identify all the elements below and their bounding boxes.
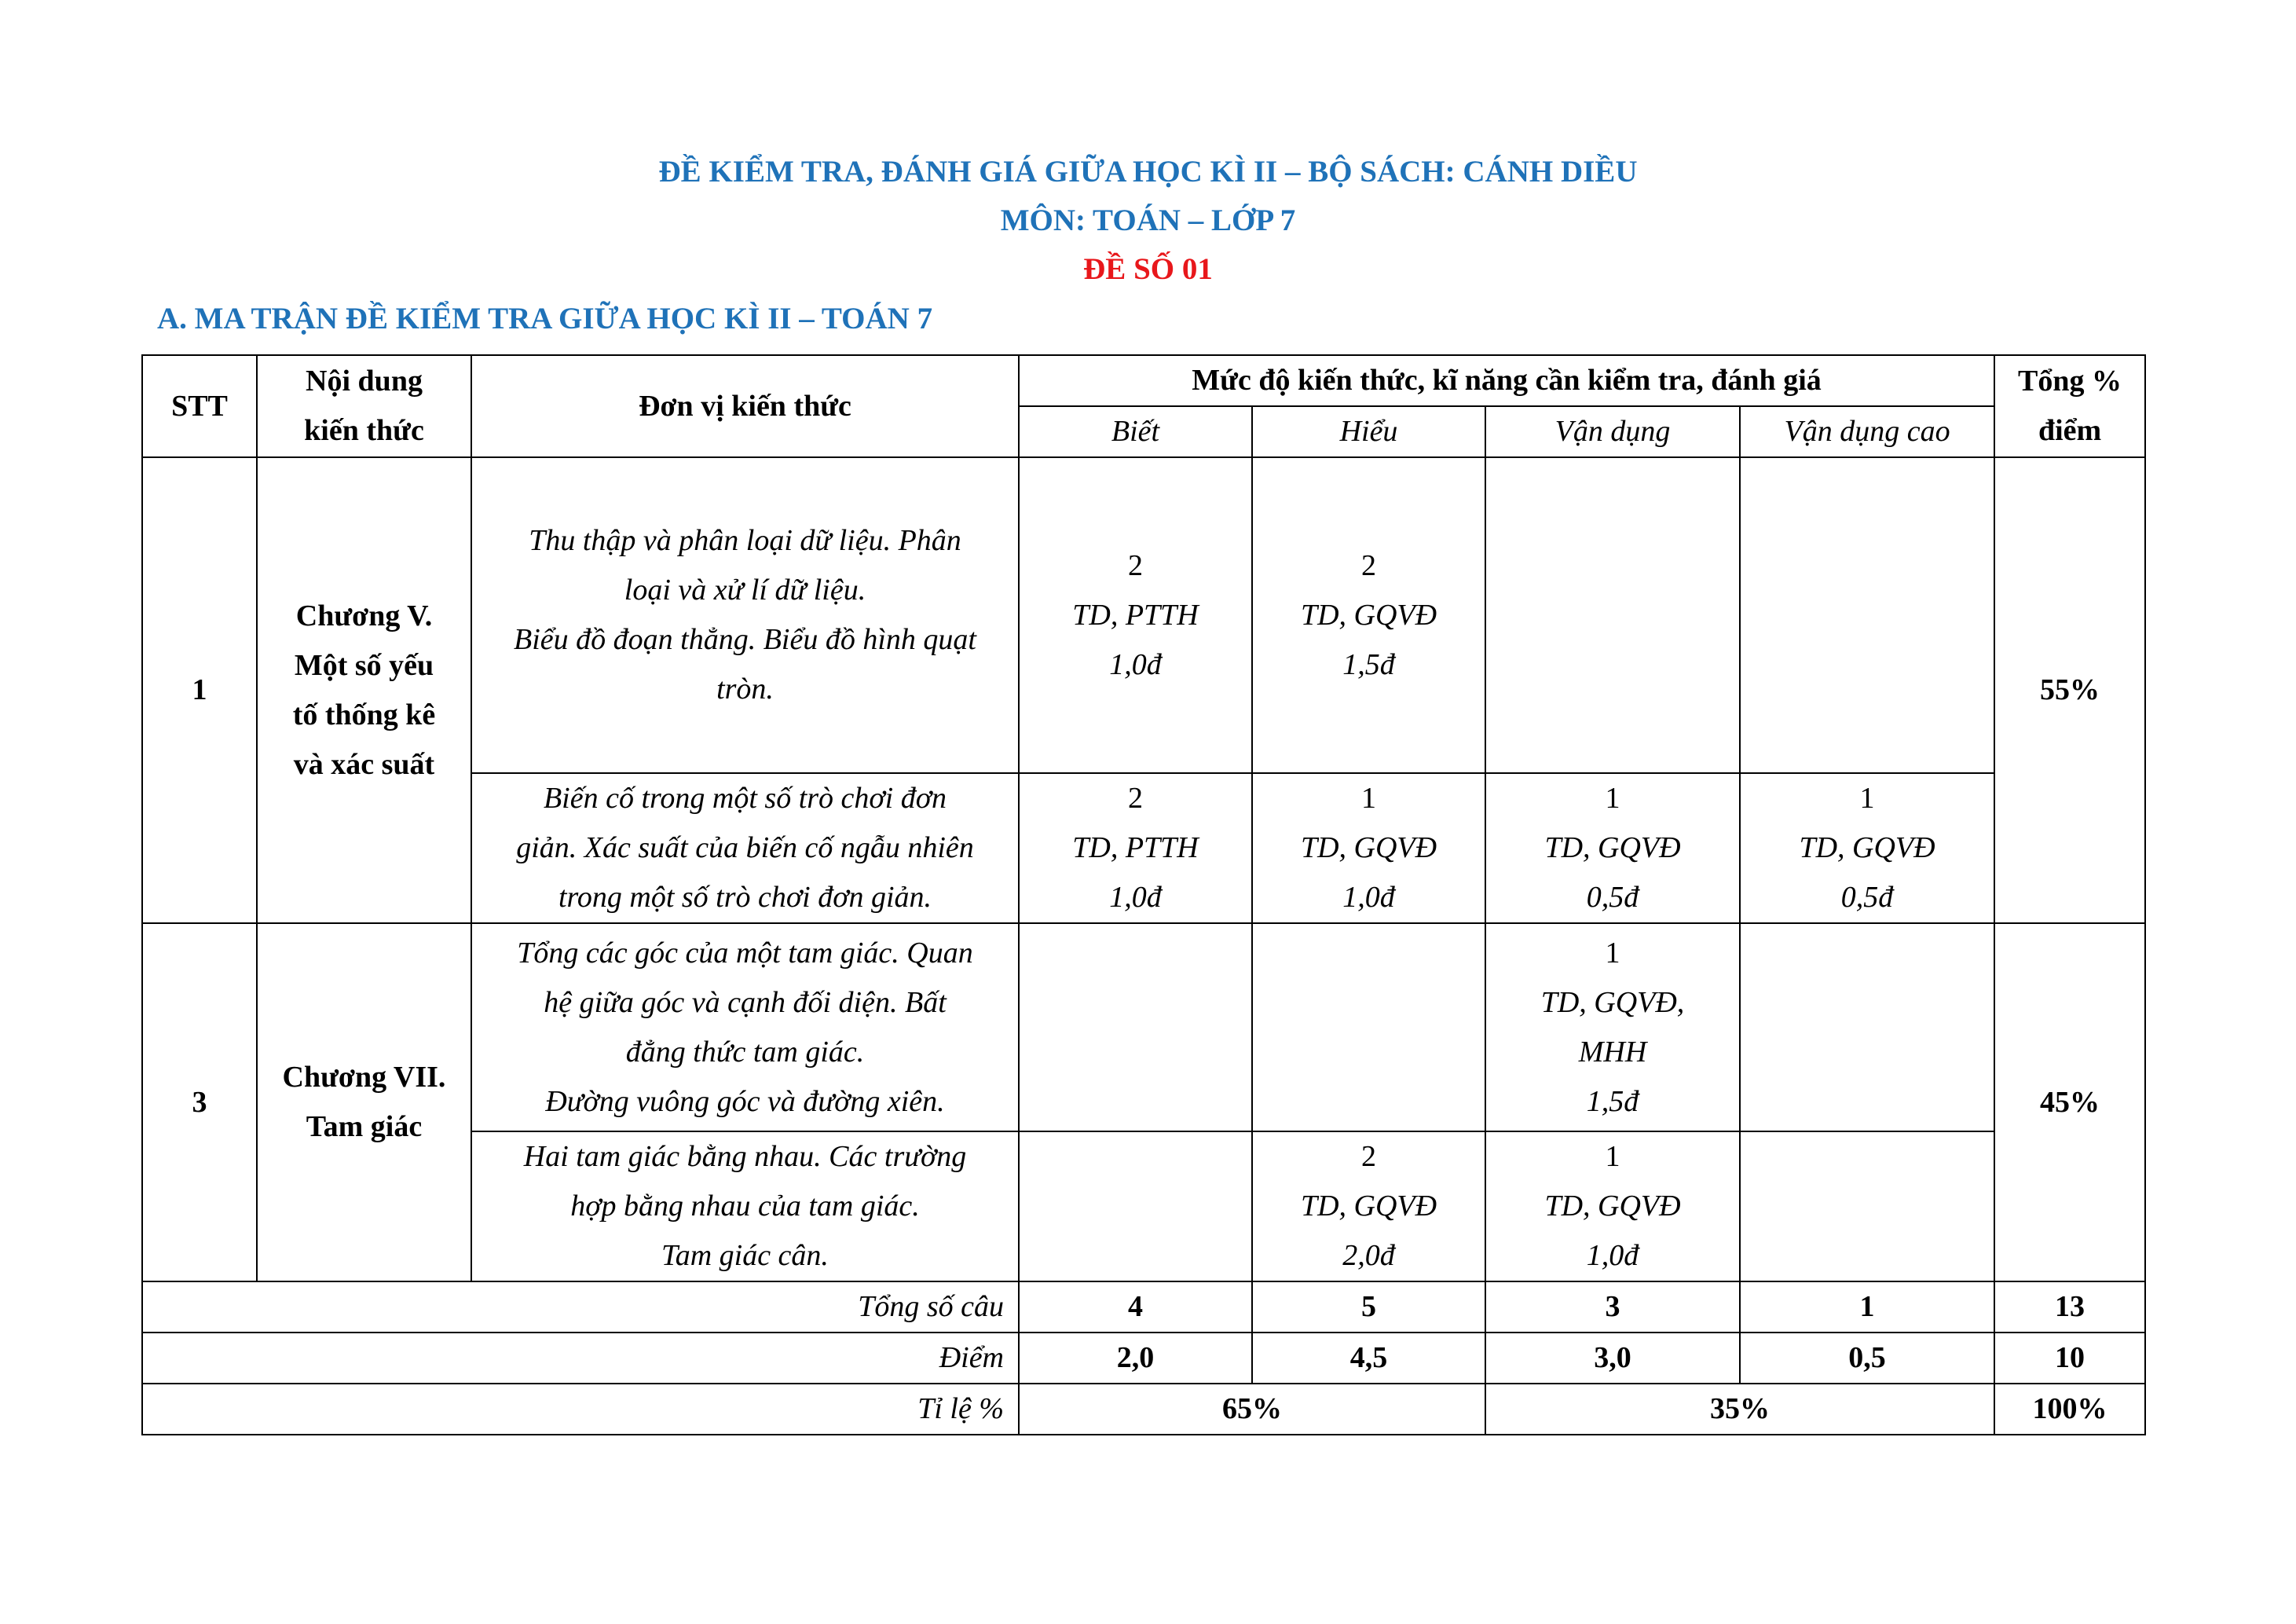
cell-line: 1	[1605, 936, 1620, 970]
summary-vandung: 3,0	[1485, 1333, 1740, 1384]
unit-line: Biến cố trong một số trò chơi đơn	[543, 782, 947, 815]
hieu-cell	[1252, 773, 1485, 923]
cell-line: 1,0đ	[1342, 881, 1395, 914]
stt-cell: 1	[142, 457, 257, 923]
vandung-cell	[1485, 457, 1740, 773]
biet-cell	[1019, 457, 1252, 773]
vdc-cell	[1740, 773, 1994, 923]
cell-line: TD, PTTH	[1072, 831, 1199, 864]
section-heading: A. MA TRẬN ĐỀ KIỂM TRA GIỮA HỌC KÌ II – TOÁN 7	[157, 302, 933, 335]
summary-label: Điểm	[142, 1333, 1019, 1384]
header-stt: STT	[142, 355, 257, 457]
header-biet: Biết	[1019, 406, 1252, 457]
vdc-cell	[1740, 457, 1994, 773]
cell-line: 1	[1859, 782, 1875, 815]
header-hieu: Hiểu	[1252, 406, 1485, 457]
biet-cell	[1019, 923, 1252, 1131]
cell-line: TD, PTTH	[1072, 598, 1199, 632]
chapter-cell	[257, 923, 471, 1281]
chapter-line: Một số yếu	[294, 648, 434, 682]
header-total	[1994, 355, 2145, 457]
total-percent-cell: 45%	[1994, 923, 2145, 1281]
summary-ratio-left: 65%	[1019, 1384, 1485, 1435]
header-content-line: kiến thức	[304, 414, 424, 447]
chapter-line: Chương V.	[295, 599, 433, 632]
header-vandung: Vận dụng	[1485, 406, 1740, 457]
header-vdc: Vận dụng cao	[1740, 406, 1994, 457]
header-content-line: Nội dung	[306, 365, 423, 398]
unit-line: đẳng thức tam giác.	[625, 1035, 865, 1069]
summary-total: 100%	[1994, 1384, 2145, 1435]
header-total-line: Tổng %	[2018, 365, 2122, 398]
biet-cell	[1019, 773, 1252, 923]
vandung-cell	[1485, 773, 1740, 923]
cell-line: 0,5đ	[1586, 881, 1639, 914]
unit-line: Đường vuông góc và đường xiên.	[545, 1084, 945, 1118]
cell-line: 2	[1128, 548, 1143, 582]
subject-title: MÔN: TOÁN – LỚP 7	[1000, 203, 1296, 237]
summary-ratio-right: 35%	[1485, 1384, 1994, 1435]
summary-biet: 4	[1019, 1281, 1252, 1333]
cell-line: 1,5đ	[1342, 647, 1395, 681]
header-content	[257, 355, 471, 457]
chapter-line: và xác suất	[293, 747, 435, 781]
chapter-line: Tam giác	[306, 1110, 423, 1143]
cell-line: TD, GQVĐ,	[1540, 985, 1685, 1019]
stt-cell: 3	[142, 923, 257, 1281]
hieu-cell	[1252, 1131, 1485, 1281]
cell-line: 0,5đ	[1840, 881, 1894, 914]
unit-line: Tam giác cân.	[661, 1239, 829, 1272]
cell-line: 1	[1605, 782, 1620, 815]
unit-line: hợp bằng nhau của tam giác.	[570, 1190, 920, 1223]
cell-line: MHH	[1578, 1035, 1647, 1069]
summary-label: Tỉ lệ %	[142, 1384, 1019, 1435]
summary-label: Tổng số câu	[142, 1281, 1019, 1333]
summary-vandung: 3	[1485, 1281, 1740, 1333]
summary-hieu: 4,5	[1252, 1333, 1485, 1384]
unit-line: hệ giữa góc và cạnh đối diện. Bất	[544, 985, 947, 1019]
knowledge-unit-cell	[471, 773, 1019, 923]
cell-line: 1,5đ	[1586, 1084, 1639, 1118]
summary-vdc: 1	[1740, 1281, 1994, 1333]
summary-vdc: 0,5	[1740, 1333, 1994, 1384]
cell-line: 1,0đ	[1109, 881, 1162, 914]
hieu-cell	[1252, 457, 1485, 773]
unit-line: tròn.	[716, 673, 774, 706]
unit-line: Thu thập và phân loại dữ liệu. Phân	[529, 524, 961, 557]
cell-line: TD, GQVĐ	[1300, 598, 1437, 632]
summary-biet: 2,0	[1019, 1333, 1252, 1384]
unit-line: giản. Xác suất của biến cố ngẫu nhiên	[516, 831, 974, 864]
vdc-cell	[1740, 1131, 1994, 1281]
chapter-line: Chương VII.	[282, 1061, 446, 1094]
cell-line: TD, GQVĐ	[1300, 831, 1437, 864]
cell-line: 2	[1361, 548, 1376, 582]
header-total-line: điểm	[2038, 414, 2102, 447]
header-levels: Mức độ kiến thức, kĩ năng cần kiểm tra, đánh giá	[1019, 355, 1994, 406]
cell-line: TD, GQVĐ	[1300, 1190, 1437, 1223]
vandung-cell	[1485, 923, 1740, 1131]
cell-line: 2	[1361, 1140, 1376, 1173]
chapter-cell	[257, 457, 471, 923]
cell-line: 2,0đ	[1342, 1239, 1395, 1272]
vandung-cell	[1485, 1131, 1740, 1281]
header-unit: Đơn vị kiến thức	[471, 355, 1019, 457]
vdc-cell	[1740, 923, 1994, 1131]
cell-line: 1,0đ	[1109, 647, 1162, 681]
summary-row-points	[142, 1333, 2145, 1384]
cell-line: TD, GQVĐ	[1544, 1190, 1681, 1223]
hieu-cell	[1252, 923, 1485, 1131]
cell-line: TD, GQVĐ	[1544, 831, 1681, 864]
biet-cell	[1019, 1131, 1252, 1281]
knowledge-unit-cell	[471, 923, 1019, 1131]
exam-number: ĐỀ SỐ 01	[1083, 252, 1213, 286]
summary-hieu: 5	[1252, 1281, 1485, 1333]
document-title: ĐỀ KIỂM TRA, ĐÁNH GIÁ GIỮA HỌC KÌ II – BỘ SÁCH: CÁNH DIỀU	[658, 155, 1638, 189]
summary-row-ratio	[142, 1384, 2145, 1435]
unit-line: Tổng các góc của một tam giác. Quan	[517, 936, 973, 970]
total-percent-cell: 55%	[1994, 457, 2145, 923]
cell-line: 1	[1361, 782, 1376, 815]
cell-line: 1,0đ	[1586, 1239, 1639, 1272]
cell-line: TD, GQVĐ	[1799, 831, 1935, 864]
assessment-matrix-table	[141, 354, 2146, 1435]
table-header-row	[142, 355, 2145, 406]
unit-line: trong một số trò chơi đơn giản.	[558, 881, 932, 914]
summary-total: 13	[1994, 1281, 2145, 1333]
knowledge-unit-cell	[471, 1131, 1019, 1281]
table-row	[142, 457, 2145, 773]
cell-line: 1	[1605, 1140, 1620, 1173]
unit-line: loại và xử lí dữ liệu.	[624, 574, 866, 607]
unit-line: Hai tam giác bằng nhau. Các trường	[523, 1140, 967, 1173]
table-row	[142, 923, 2145, 1131]
knowledge-unit-cell	[471, 457, 1019, 773]
summary-row-questions	[142, 1281, 2145, 1333]
cell-line: 2	[1128, 782, 1143, 815]
summary-total: 10	[1994, 1333, 2145, 1384]
chapter-line: tố thống kê	[292, 698, 436, 731]
unit-line: Biểu đồ đoạn thẳng. Biểu đồ hình quạt	[514, 623, 976, 656]
